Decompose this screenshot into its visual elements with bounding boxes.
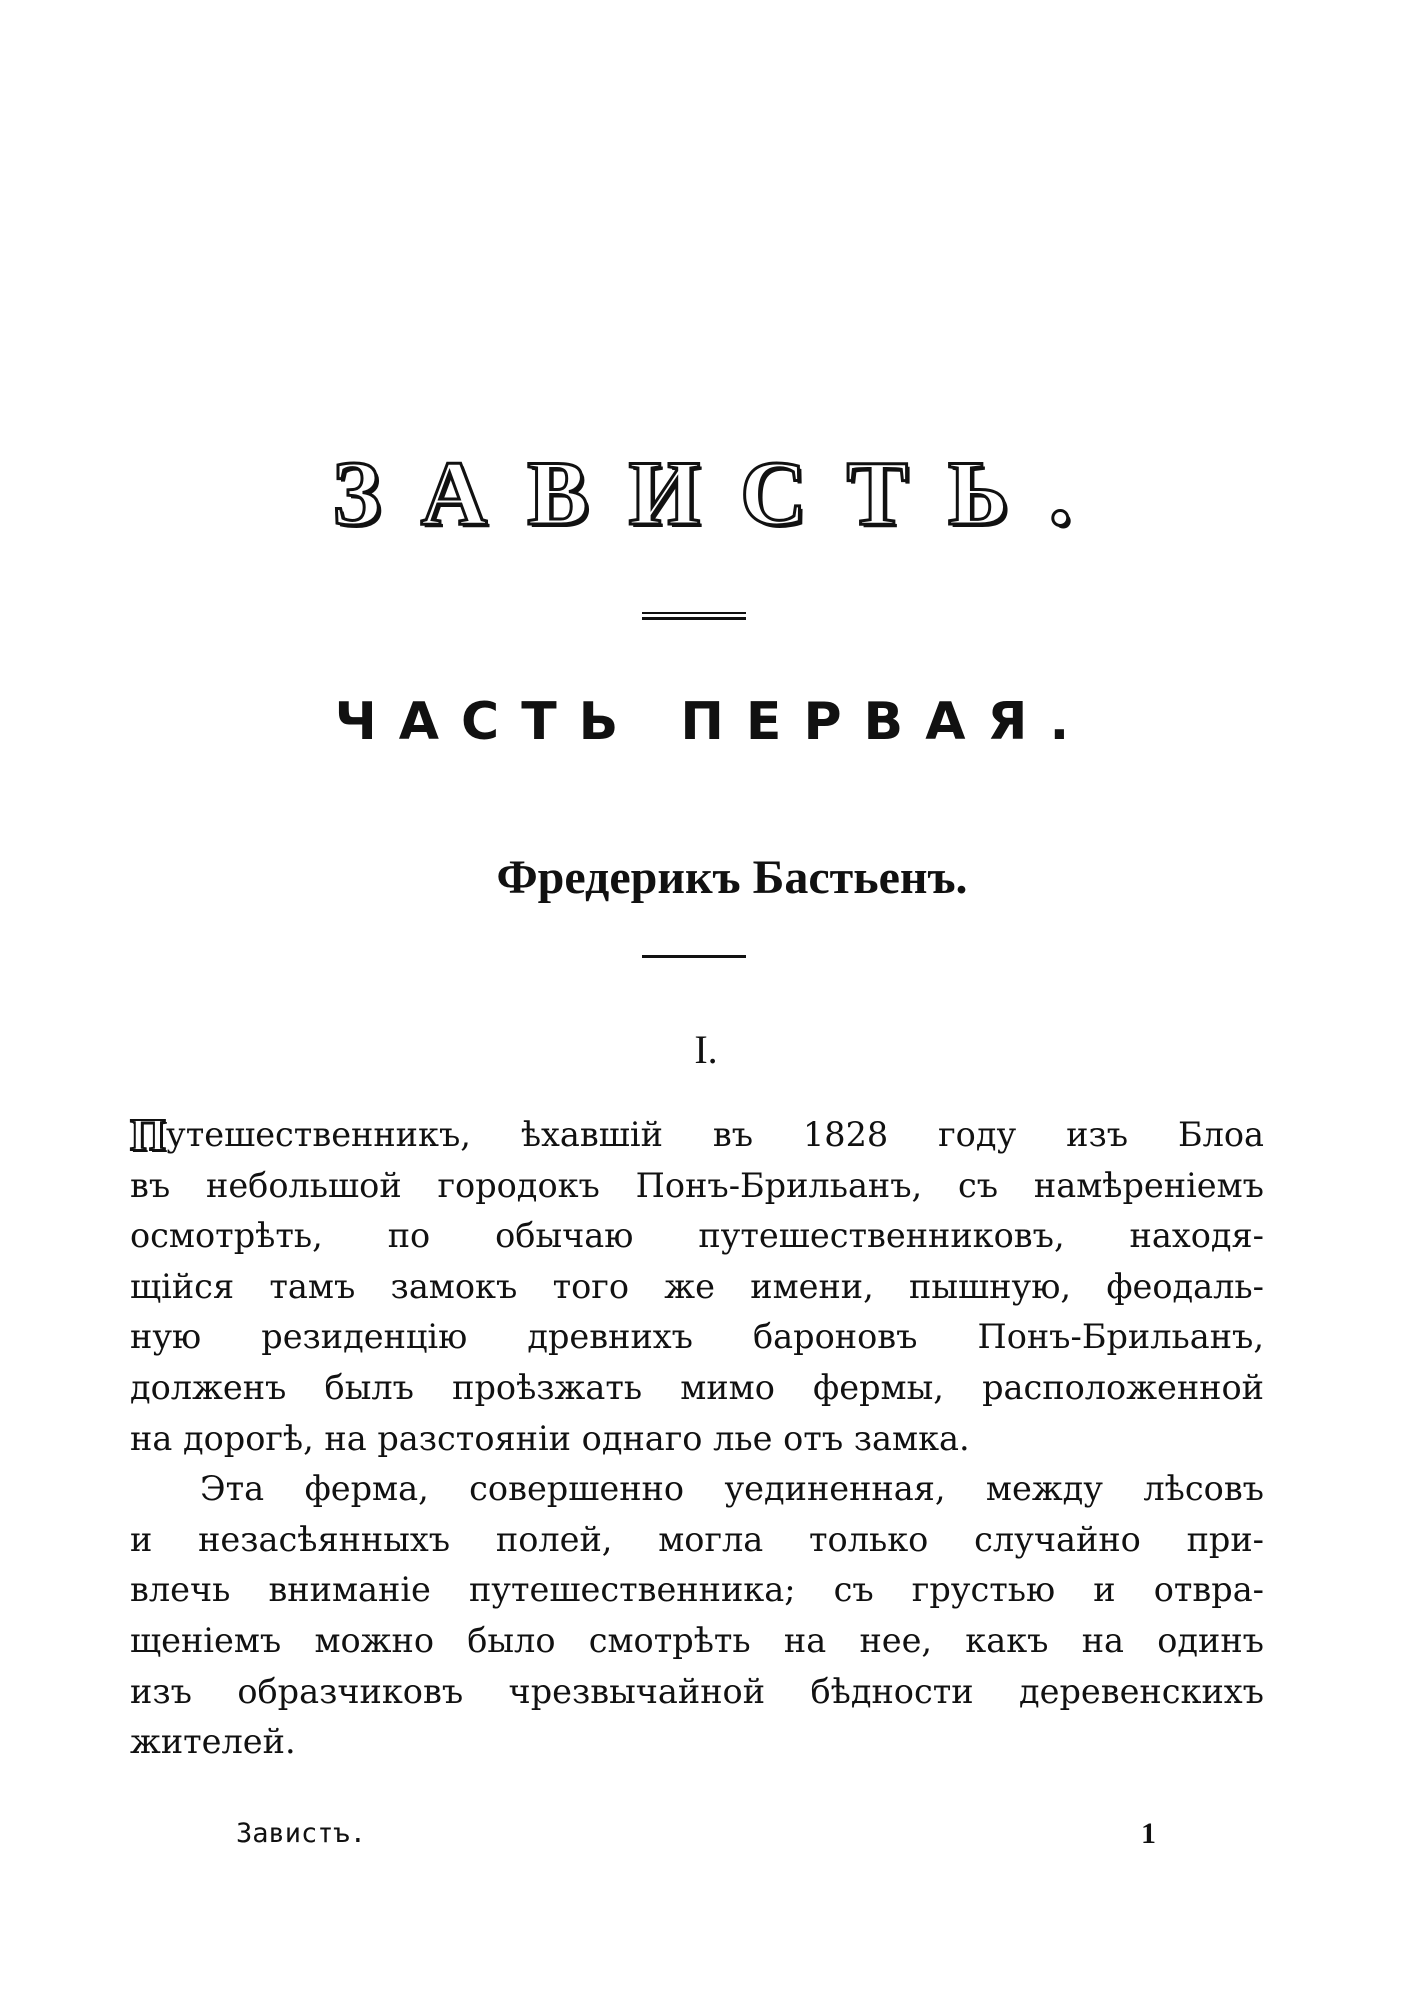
book-title: ЗАВИСТЬ.	[332, 442, 1112, 544]
body-line: на дорогѣ, на разстояніи однаго лье отъ замка.	[130, 1418, 970, 1458]
section-number: I.	[694, 1027, 718, 1072]
body-line: осмотрѣть, по обычаю путешественниковъ, находя-	[130, 1216, 1264, 1256]
chapter-heading: Фредерикъ Бастьенъ.	[496, 851, 968, 904]
body-line: влечь вниманіе путешественника; съ грустью и отвра-	[130, 1570, 1264, 1610]
page-number: 1	[1141, 1817, 1156, 1850]
body-line: щеніемъ можно было смотрѣть на нее, какъ на одинъ	[130, 1620, 1264, 1660]
drop-cap: П	[130, 1109, 166, 1160]
body-line: Эта ферма, совершенно уединенная, между лѣсовъ	[200, 1469, 1264, 1509]
body-line	[130, 1110, 1264, 1161]
body-line: въ небольшой городокъ Понъ-Брильанъ, съ намѣреніемъ	[130, 1165, 1264, 1205]
ornament-rule-thin	[642, 612, 746, 614]
body-line-text: утешественникъ, ѣхавшій въ 1828 году изъ Блоа	[166, 1115, 1264, 1154]
ornament-rule	[642, 612, 746, 620]
body-line: и незасѣянныхъ полей, могла только случайно при-	[130, 1519, 1264, 1559]
ornament-rule-thick	[642, 617, 746, 620]
section-divider	[642, 955, 746, 958]
body-line: щійся тамъ замокъ того же имени, пышную, феодаль-	[130, 1266, 1264, 1306]
body-line: жителей.	[130, 1722, 296, 1762]
body-line: ную резиденцію древнихъ бароновъ Понъ-Брильанъ,	[130, 1317, 1264, 1357]
part-heading: ЧАСТЬ ПЕРВАЯ.	[334, 692, 1092, 752]
body-line: изъ образчиковъ чрезвычайной бѣдности деревенскихъ	[130, 1671, 1264, 1711]
body-text	[130, 1110, 1264, 1768]
body-line: долженъ былъ проѣзжать мимо фермы, расположенной	[130, 1367, 1264, 1407]
running-title: Завистъ.	[236, 1818, 367, 1849]
